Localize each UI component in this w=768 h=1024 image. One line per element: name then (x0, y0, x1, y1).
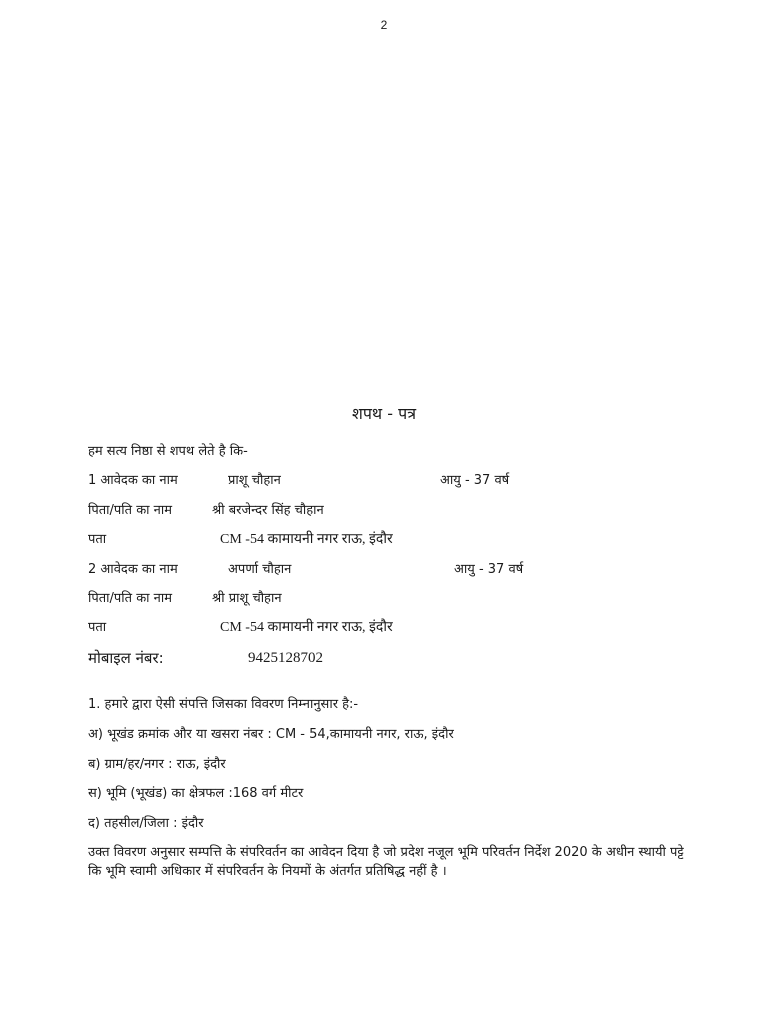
applicant2-age: आयु - 37 वर्ष (454, 562, 524, 577)
mobile-row (88, 651, 688, 666)
applicant1-age: आयु - 37 वर्ष (440, 473, 510, 488)
applicant1-address-row (88, 533, 688, 546)
applicant1-father-label: पिता/पति का नाम (88, 503, 173, 518)
section1-heading: 1. हमारे द्वारा ऐसी संपत्ति जिसका विवरण निम्नानुसार है:- (88, 697, 359, 712)
applicant2-label: 2 आवेदक का नाम (88, 562, 178, 577)
applicant1-father-value: श्री बरजेन्दर सिंह चौहान (212, 503, 324, 518)
page-number: 2 (380, 18, 388, 32)
item-a: अ) भूखंड क्रमांक और या खसरा नंबर : CM - 54,कामायनी नगर, राऊ, इंदौर (88, 727, 454, 742)
applicant1-address-value: CM -54 कामायनी नगर राऊ, इंदौर (220, 532, 393, 547)
item-d: द) तहसील/जिला : इंदौर (88, 816, 204, 831)
applicant2-row (88, 563, 688, 576)
applicant2-father-label: पिता/पति का नाम (88, 591, 173, 606)
applicant1-name: प्राशू चौहान (228, 473, 281, 488)
applicant1-father-row (88, 504, 688, 517)
document-title: शपथ - पत्र (351, 404, 417, 423)
applicant1-row (88, 474, 688, 487)
applicant2-address-row (88, 621, 688, 634)
applicant1-address-label: पता (88, 532, 107, 547)
item-c: स) भूमि (भूखंड) का क्षेत्रफल :168 वर्ग मीटर (88, 786, 304, 801)
applicant2-father-value: श्री प्राशू चौहान (212, 591, 282, 606)
applicant2-address-label: पता (88, 620, 107, 635)
applicant2-father-row (88, 592, 688, 605)
applicant2-name: अपर्णा चौहान (228, 562, 292, 577)
declaration-paragraph: उक्त विवरण अनुसार सम्पत्ति के संपरिवर्तन का आवेदन दिया है जो प्रदेश नजूल भूमि परिवर्तन निर्देश 2020 के अधीन स्थायी पट्टे कि भूमि स्वामी अधिकार में संपरिवर्तन के नियमों के अंतर्गत प्रतिषिद्ध नहीं है । (88, 845, 684, 879)
applicant1-label: 1 आवेदक का नाम (88, 473, 178, 488)
applicant2-address-value: CM -54 कामायनी नगर राऊ, इंदौर (220, 620, 393, 635)
mobile-label: मोबाइल नंबर: (88, 649, 164, 667)
mobile-number: 9425128702 (248, 650, 323, 666)
item-b: ब) ग्राम/हर/नगर : राऊ, इंदौर (88, 757, 226, 772)
intro-line: हम सत्य निष्ठा से शपथ लेते है कि- (88, 444, 248, 459)
